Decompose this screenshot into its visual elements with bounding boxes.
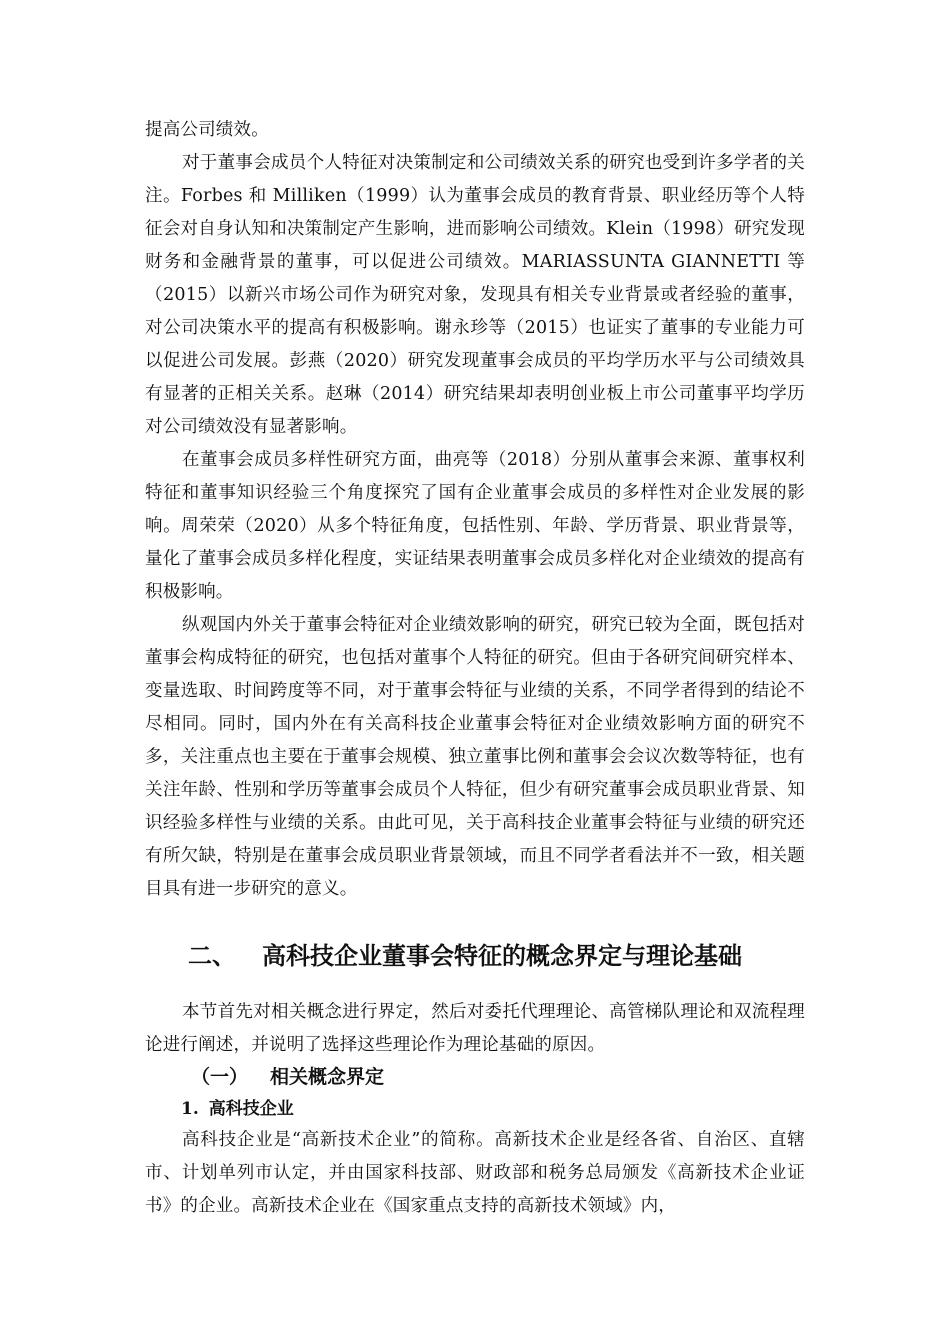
literature-review-body bbox=[145, 114, 805, 906]
paragraph-continuation: 提高公司绩效。 bbox=[145, 120, 269, 140]
subsection-heading bbox=[191, 1062, 384, 1092]
section-title: 高科技企业董事会特征的概念界定与理论基础 bbox=[262, 942, 742, 970]
section-intro-paragraph: 本节首先对相关概念进行界定，然后对委托代理理论、高管梯队理论和双流程理论进行阐述，并说明了选择这些理论作为理论基础的原因。 bbox=[145, 1002, 805, 1055]
paragraph-diversity: 在董事会成员多样性研究方面，曲亮等（2018）分别从董事会来源、董事权利特征和董事知识经验三个角度探究了国有企业董事会成员的多样性对企业发展的影响。周荣荣（2020）从多个特征角度，包括性别、年龄、学历背景、职业背景等，量化了董事会成员多样化程度，实证结果表明董事会成员多样化对企业绩效的提高有积极影响。 bbox=[145, 450, 805, 602]
subsection-number: （一） bbox=[191, 1066, 249, 1088]
subsubsection-title: 高科技企业 bbox=[208, 1099, 294, 1119]
paragraph-summary: 纵观国内外关于董事会特征对企业绩效影响的研究，研究已较为全面，既包括对董事会构成特征的研究，也包括对董事个人特征的研究。但由于各研究间研究样本、变量选取、时间跨度等不同，对于董事会特征与业绩的关系，不同学者得到的结论不尽相同。同时，国内外在有关高科技企业董事会特征对企业绩效影响方面的研究不多，关注重点也主要在于董事会规模、独立董事比例和董事会会议次数等特征，也有关注年龄、性别和学历等董事会成员个人特征，但少有研究董事会成员职业背景、知识经验多样性与业绩的关系。由此可见，关于高科技企业董事会特征与业绩的研究还有所欠缺，特别是在董事会成员职业背景领域，而且不同学者看法并不一致，相关题目具有进一步研究的意义。 bbox=[145, 615, 805, 899]
section-number: 二、 bbox=[188, 942, 236, 970]
subsection-title: 相关概念界定 bbox=[270, 1066, 385, 1088]
subsubsection-number: 1. bbox=[181, 1099, 199, 1119]
section-heading bbox=[188, 938, 742, 974]
paragraph-personal-traits: 对于董事会成员个人特征对决策制定和公司绩效关系的研究也受到许多学者的关注。Forbes 和 Milliken（1999）认为董事会成员的教育背景、职业经历等个人特征会对自身认知和决策制定产生影响，进而影响公司绩效。Klein（1998）研究发现财务和金融背景的董事，可以促进公司绩效。MARIASSUNTA GIANNETTI 等（2015）以新兴市场公司作为研究对象，发现具有相关专业背景或者经验的董事，对公司决策水平的提高有积极影响。谢永珍等（2015）也证实了董事的专业能力可以促进公司发展。彭燕（2020）研究发现董事会成员的平均学历水平与公司绩效具有显著的正相关关系。赵琳（2014）研究结果却表明创业板上市公司董事平均学历对公司绩效没有显著影响。 bbox=[145, 153, 805, 437]
subsubsection-body-block bbox=[145, 1124, 805, 1223]
section-intro-block bbox=[145, 996, 805, 1062]
subsubsection-body-paragraph: 高科技企业是“高新技术企业”的简称。高新技术企业是经各省、自治区、直辖市、计划单列市认定，并由国家科技部、财政部和税务总局颁发《高新技术企业证书》的企业。高新技术企业在《国家重点支持的高新技术领域》内， bbox=[145, 1130, 805, 1216]
subsubsection-heading bbox=[181, 1095, 294, 1123]
